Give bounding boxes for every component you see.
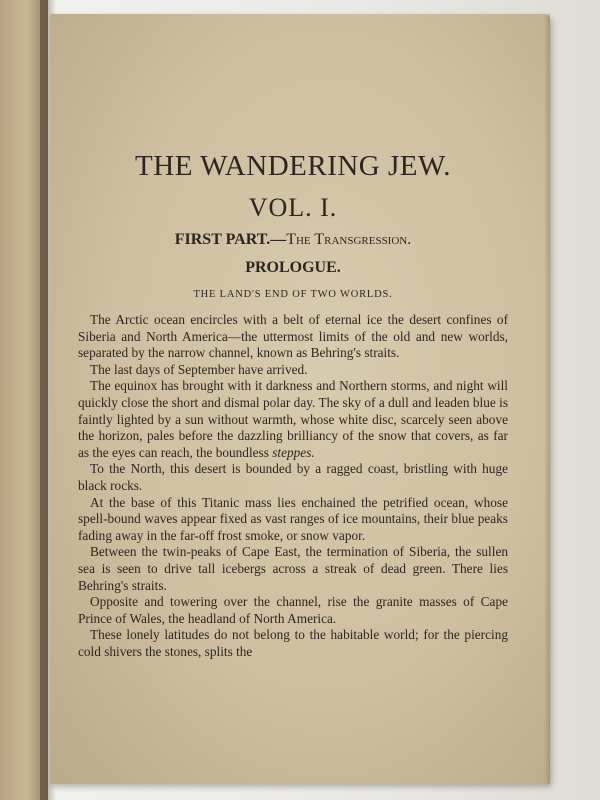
prologue-heading: PROLOGUE. <box>245 259 341 276</box>
part-heading <box>78 231 508 249</box>
part-label: FIRST PART. <box>174 231 271 248</box>
paragraph-3-italic: steppes. <box>272 444 315 460</box>
section-heading: THE LAND'S END OF TWO WORLDS. <box>193 289 393 300</box>
paragraph-7: Opposite and towering over the channel, rise the granite masses of Cape Prince of Wales, the headland of North America. <box>78 594 508 626</box>
volume-heading: VOL. I. <box>248 193 338 222</box>
paragraph-3 <box>78 378 508 461</box>
paragraph-2: The last days of September have arrived. <box>90 361 308 377</box>
part-separator: — <box>270 231 287 248</box>
paragraph-4: To the North, this desert is bounded by a ragged coast, bristling with huge black rocks. <box>78 461 508 493</box>
part-name: The Transgression. <box>286 231 412 248</box>
page-content <box>78 150 508 660</box>
paragraph-6: Between the twin-peaks of Cape East, the termination of Siberia, the sullen sea is seen to drive tall icebergs across a streak of dead green. There lies Behring's straits. <box>78 544 508 593</box>
page-edge-shade <box>544 14 550 784</box>
paragraph-1: The Arctic ocean encircles with a belt of eternal ice the desert confines of Siberia and North America—the uttermost limits of the old and new worlds, separated by the narrow channel, known as Behring's straits. <box>78 312 508 361</box>
paragraph-5: At the base of this Titanic mass lies enchained the petrified ocean, whose spell-bound waves appear fixed as vast ranges of ice mountains, their blue peaks fading away in the far-off frost smoke, or snow vapor. <box>78 494 508 543</box>
paragraph-8: These lonely latitudes do not belong to the habitable world; for the piercing cold shivers the stones, splits the <box>78 627 508 659</box>
book-title: THE WANDERING JEW. <box>135 150 451 182</box>
paragraph-3-text: The equinox has brought with it darkness and Northern storms, and night will quickly close the short and dismal polar day. The sky of a dull and leaden blue is faintly lighted by a sun without warmth, whose white disc, scarcely seen above the horizon, pales before the dazzling brilliancy of the snow that covers, as far as the eyes can reach, the boundless <box>78 378 508 460</box>
